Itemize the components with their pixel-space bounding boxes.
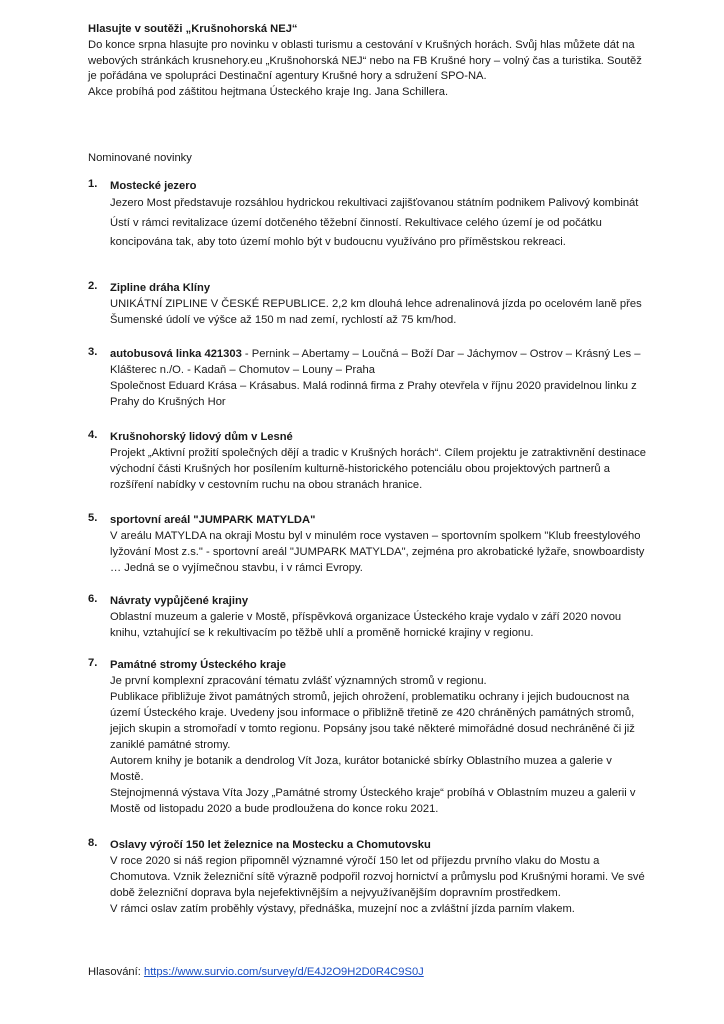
- item-body: [110, 378, 648, 410]
- voting-label: Hlasování:: [88, 966, 144, 978]
- item-paragraph: Projekt „Aktivní prožití společných dějí a tradic v Krušných horách“. Cílem projektu je zatraktivnění destinace východní části Krušných hor posílením kulturně-historického potenciálu obou projektových partnerů a rozšíření nabídky v cestovním ruchu na obou stranách hranice.: [110, 447, 646, 491]
- item-number: 7.: [88, 657, 98, 669]
- item-paragraph: Jezero Most představuje rozsáhlou hydrickou rekultivaci zajišťovanou státním podnikem Palivový kombinát Ústí v rámci revitalizace území dotčeného těžební činností. Rekultivace celého území je od počátku koncipována tak, aby toto území mohlo být v budoucnu využíváno pro příměstskou rekreaci.: [110, 197, 639, 249]
- item-title: Oslavy výročí 150 let železnice na Mostecku a Chomutovsku: [110, 839, 431, 851]
- item-body: [110, 609, 648, 641]
- list-item: [88, 346, 648, 410]
- intro-paragraph: Do konce srpna hlasujte pro novinku v oblasti turismu a cestování v Krušných horách. Svůj hlas můžete dát na webových stránkách krusnehory.eu „Krušnohorská NEJ“ nebo na FB Krušné hory – volný čas a turistika. Soutěž je pořádána ve spolupráci Destinační agentury Krušné hory a sdružení SPO-NA.: [88, 38, 642, 83]
- item-body: [110, 673, 648, 817]
- item-title: Památné stromy Ústeckého kraje: [110, 659, 286, 671]
- item-body: [110, 528, 648, 576]
- item-paragraph: Společnost Eduard Krása – Krásabus. Malá rodinná firma z Prahy otevřela v říjnu 2020 pravidelnou linku z Prahy do Krušných Hor: [110, 380, 637, 408]
- list-item: [88, 593, 648, 641]
- list-item: [88, 657, 648, 817]
- item-paragraph: Autorem knihy je botanik a dendrolog Vít Joza, kurátor botanické sbírky Oblastního muzea a galerie v Mostě.: [110, 755, 612, 783]
- list-item: [88, 280, 648, 328]
- patronage-paragraph: Akce probíhá pod záštitou hejtmana Ústeckého kraje Ing. Jana Schillera.: [88, 86, 449, 99]
- item-title-line: [110, 346, 648, 378]
- item-title: Mostecké jezero: [110, 180, 197, 192]
- item-title: Zipline dráha Klíny: [110, 282, 211, 294]
- item-body: [110, 296, 648, 328]
- item-body: [110, 853, 648, 917]
- item-number: 6.: [88, 593, 98, 605]
- list-item: [88, 178, 648, 253]
- item-paragraph: V areálu MATYLDA na okraji Mostu byl v minulém roce vystaven – sportovním spolkem "Klub freestylového lyžování Most z.s." - sportovní areál "JUMPARK MATYLDA", zejména pro akrobatické lyžaře, snowboardisty … Jedná se o vyjímečnou stavbu, i v rámci Evropy.: [110, 530, 645, 574]
- item-body: [110, 194, 648, 253]
- item-paragraph: V roce 2020 si náš region připomněl významné výročí 150 let od příjezdu prvního vlaku do Mostu a Chomutova. Vznik železniční sítě výrazně podpořil rozvoj hornictví a průmyslu pod Krušnými horami. Ve své době železniční doprava byla nejefektivnějším a nejvyužívanějším dopravním prostředkem.: [110, 855, 645, 899]
- item-number: 3.: [88, 346, 98, 358]
- list-item: [88, 837, 648, 917]
- item-title: sportovní areál "JUMPARK MATYLDA": [110, 514, 316, 526]
- list-item: [88, 512, 648, 576]
- item-title: Návraty vypůjčené krajiny: [110, 595, 249, 607]
- item-paragraph: Stejnojmenná výstava Víta Jozy „Památné stromy Ústeckého kraje“ probíhá v Oblastním muzeu a galerii v Mostě od listopadu 2020 a bude prodloužena do konce roku 2021.: [110, 787, 636, 815]
- item-paragraph: Je první komplexní zpracování tématu zvlášť významných stromů v regionu.: [110, 675, 487, 687]
- item-number: 5.: [88, 512, 98, 524]
- item-title: autobusová linka 421303: [110, 348, 242, 360]
- item-paragraph: UNIKÁTNÍ ZIPLINE V ČESKÉ REPUBLICE. 2,2 km dlouhá lehce adrenalinová jízda po ocelovém laně přes Šumenské údolí ve výšce až 150 m nad zemí, rychlostí až 75 km/hod.: [110, 298, 642, 326]
- voting-footer: [88, 966, 424, 978]
- item-paragraph: Publikace přibližuje život památných stromů, jejich ohrožení, problematiku ochrany i jejich budoucnost na území Ústeckého kraje. Uvedeny jsou informace o přibližně třetině ze 420 chráněných památných stromů, jejich skupin a stromořadí v tomto regionu. Popsány jsou také některé mimořádné dosud nechráněné či již zaniklé památné stromy.: [110, 691, 635, 751]
- item-paragraph: Oblastní muzeum a galerie v Mostě, příspěvková organizace Ústeckého kraje vydalo v září 2020 novou knihu, vztahující se k rekultivacím po těžbě uhlí a proměně hornické krajiny v regionu.: [110, 611, 622, 639]
- intro-section: [88, 22, 648, 101]
- list-item: [88, 429, 648, 493]
- route-stops: - Pernink – Abertamy – Loučná – Boží Dar – Jáchymov – Ostrov – Krásný Les – Klášterec n./O. - Kadaň – Chomutov – Louny – Praha: [110, 348, 641, 376]
- item-number: 2.: [88, 280, 98, 292]
- item-number: 4.: [88, 429, 98, 441]
- survey-link[interactable]: https://www.survio.com/survey/d/E4J2O9H2D0R4C9S0J: [143, 966, 424, 978]
- nominated-label: Nominované novinky: [88, 152, 192, 164]
- item-number: 1.: [88, 178, 98, 190]
- intro-title: Hlasujte v soutěži „Krušnohorská NEJ“: [88, 23, 298, 35]
- item-paragraph: V rámci oslav zatím proběhly výstavy, přednáška, muzejní noc a zvláštní jízda parním vlakem.: [110, 903, 575, 915]
- item-body: [110, 445, 648, 493]
- item-title: Krušnohorský lidový dům v Lesné: [110, 431, 293, 443]
- item-number: 8.: [88, 837, 98, 849]
